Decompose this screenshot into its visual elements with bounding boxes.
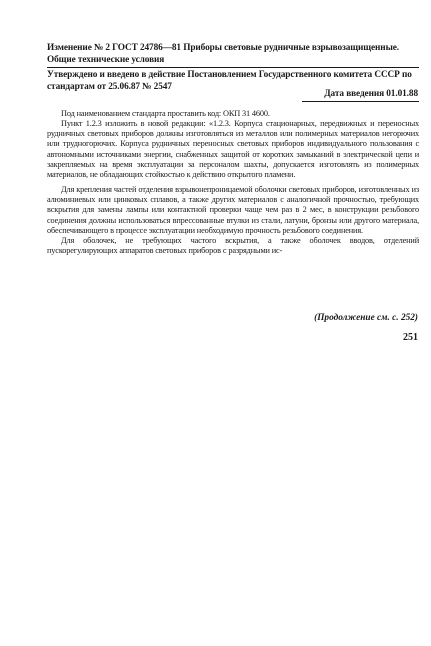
divider-line — [302, 101, 419, 102]
page-number: 251 — [403, 332, 418, 343]
paragraph: Для крепления частей отделения взрывонепроницаемой оболочки световых приборов, изготовленных из алюминиевых или цинковых сплавов, а также других материалов с аналогичной прочностью, требующих вскрытия для замены лампы или контактной проверки чаще чем раз в 2 мес, в конструкции резьбового соединения должны использоваться впрессованные втулки из стали, латуни, бронзы или другого материала, обеспечивающего в процессе эксплуатации необходимую прочность резьбового соединения. — [47, 185, 419, 235]
body-text — [47, 109, 419, 256]
divider-line — [47, 67, 419, 68]
paragraph: Пункт 1.2.3 изложить в новой редакции: «1.2.3. Корпуса стационарных, передвижных и переносных рудничных световых приборов должны изготовляться из металлов или полимерных материалов негорючих или трудногорючих. Корпуса рудничных переносных световых приборов индивидуального пользования с автономными источниками энергии, снабженных защитой от коротких замыканий в электрической цепи и закрепляемых на время эксплуатации за персоналом шахты, допускается изготовлять из полимерных материалов, не обладающих стойкостью к действию открытого пламени. — [47, 119, 419, 179]
paragraph: Под наименованием стандарта проставить код: ОКП 31 4600. — [61, 109, 270, 118]
effective-date: Дата введения 01.01.88 — [324, 89, 418, 99]
amendment-title: Изменение № 2 ГОСТ 24786—81 Приборы световые рудничные взрывозащищенные. Общие технические условия — [47, 43, 399, 65]
approval-statement: Утверждено и введено в действие Постановлением Государственного комитета СССР по стандартам от 25.06.87 № 2547 — [47, 70, 412, 92]
paragraph: Для оболочек, не требующих частого вскрытия, а также оболочек вводов, отделений пускорегулирующих аппаратов световых приборов с разрядными ис- — [47, 235, 419, 256]
continuation-note: (Продолжение см. с. 252) — [314, 313, 418, 323]
